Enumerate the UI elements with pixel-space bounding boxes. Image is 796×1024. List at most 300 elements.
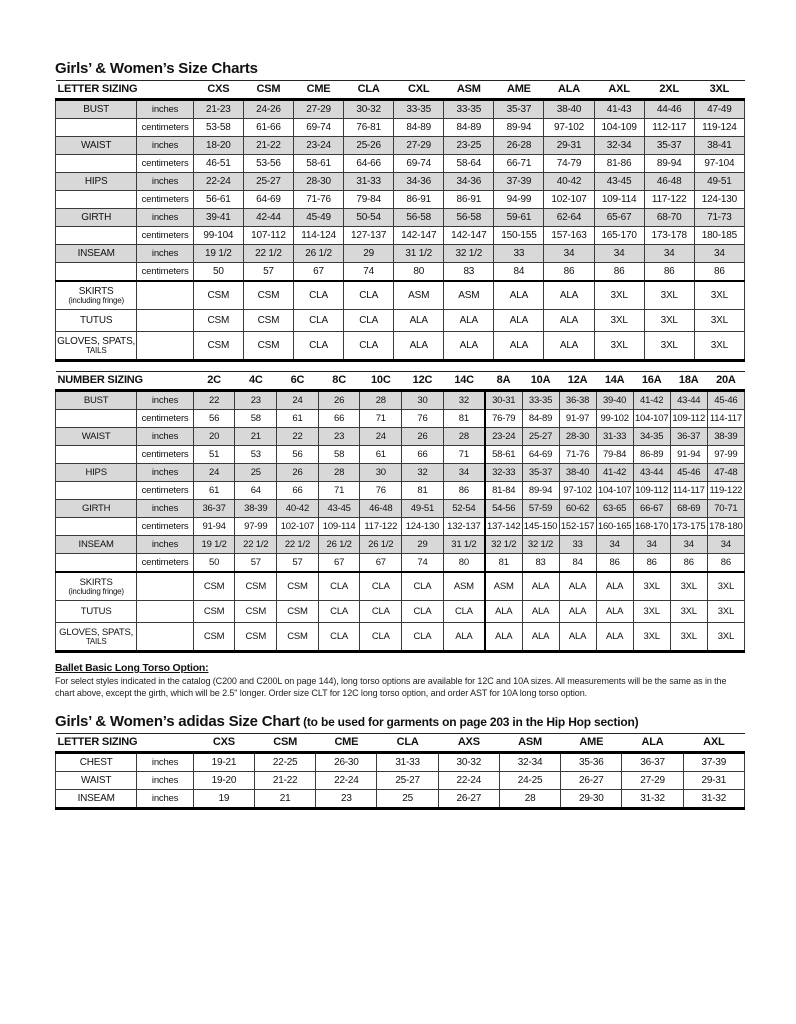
row-label-line2: (including fringe) (68, 296, 124, 305)
table-cell: 56 (277, 446, 319, 464)
table-cell: CLA (443, 601, 485, 623)
table-cell: 173-178 (644, 227, 694, 245)
table-cell: 59-61 (494, 209, 544, 227)
table-cell: 24-26 (243, 100, 293, 119)
ballet-long-torso-note (55, 662, 745, 699)
table-cell: 104-109 (594, 119, 644, 137)
table-cell: 79-84 (596, 446, 633, 464)
column-header: 3XL (694, 81, 744, 100)
table-cell: 102-107 (544, 191, 594, 209)
table-cell: 30-31 (485, 391, 522, 410)
table-cell: 34 (443, 464, 485, 482)
row-unit: centimeters (137, 554, 193, 573)
table-cell: 43-44 (633, 464, 670, 482)
table-cell: 43-45 (594, 173, 644, 191)
table-cell: 84-89 (444, 119, 494, 137)
table-cell: 26-27 (438, 790, 499, 809)
table-cell: CLA (402, 601, 444, 623)
table-cell: 67 (293, 263, 343, 282)
table-cell: 86 (633, 554, 670, 573)
row-unit: inches (137, 173, 193, 191)
table-header-row (56, 81, 745, 100)
table-cell: 23-24 (293, 137, 343, 155)
table-cell: 3XL (707, 572, 744, 601)
table-cell: CSM (277, 623, 319, 652)
table-cell: 25-26 (344, 137, 394, 155)
table-cell: ALA (559, 601, 596, 623)
table-cell: 41-43 (594, 100, 644, 119)
table-cell: 3XL (670, 623, 707, 652)
table-cell: 74 (344, 263, 394, 282)
table-cell: 19-20 (193, 772, 254, 790)
table-cell: 38-40 (559, 464, 596, 482)
column-header: AME (561, 734, 622, 753)
table-cell: 68-69 (670, 500, 707, 518)
table-cell: CLA (360, 601, 402, 623)
column-header: 2XL (644, 81, 694, 100)
table-cell: 32-34 (594, 137, 644, 155)
table-cell: 74-79 (544, 155, 594, 173)
table-cell: 97-99 (235, 518, 277, 536)
table-row (56, 518, 745, 536)
table-cell: 37-39 (683, 753, 744, 772)
table-cell: 104-107 (633, 410, 670, 428)
table-cell: 30-32 (344, 100, 394, 119)
table-cell: 53-56 (243, 155, 293, 173)
table-cell: 3XL (644, 281, 694, 310)
table-cell: 47-49 (694, 100, 744, 119)
column-header: ASM (499, 734, 560, 753)
row-label-line2: TAILS (85, 637, 107, 646)
column-header: AXS (438, 734, 499, 753)
table-cell: 22-24 (193, 173, 243, 191)
table-cell: 19 1/2 (193, 245, 243, 263)
ballet-note-text: For select styles indicated in the catalog (C200 and C200L on page 144), long torso options are available for 12C and 10A sizes. All measurements will be the same as in the chart above, except the girth, which will be 2.5" longer. Order size CLT for 12C long torso option, and order AST for 10A long torso option. (55, 676, 727, 698)
table-cell: 31 1/2 (443, 536, 485, 554)
table-cell: 34 (644, 245, 694, 263)
table-cell: 3XL (633, 623, 670, 652)
table-cell: ALA (444, 332, 494, 361)
table-cell: 61 (193, 482, 235, 500)
column-header: CSM (243, 81, 293, 100)
table-cell: 34 (694, 245, 744, 263)
table-row (56, 310, 745, 332)
table-cell: 30 (402, 391, 444, 410)
table-cell: 69-74 (394, 155, 444, 173)
table-cell: ALA (394, 310, 444, 332)
row-unit: inches (137, 209, 193, 227)
table-cell: 56 (193, 410, 235, 428)
table-cell: 89-94 (522, 482, 559, 500)
table-cell: 86 (443, 482, 485, 500)
table-cell: 104-107 (596, 482, 633, 500)
table-cell: CSM (193, 572, 235, 601)
table-cell: 34 (633, 536, 670, 554)
table-cell: 57 (235, 554, 277, 573)
row-label (56, 332, 137, 361)
table-cell: 32-33 (485, 464, 522, 482)
table-cell: 80 (394, 263, 444, 282)
table-cell: CLA (293, 310, 343, 332)
row-unit: inches (137, 100, 193, 119)
table-cell: 63-65 (596, 500, 633, 518)
table-cell: 3XL (670, 572, 707, 601)
table-cell: 25-27 (243, 173, 293, 191)
table-cell: ALA (494, 310, 544, 332)
table-cell: 50 (193, 554, 235, 573)
table-cell: 109-112 (670, 410, 707, 428)
table-cell: 71 (443, 446, 485, 464)
row-label (56, 410, 137, 428)
table-cell: ALA (394, 332, 444, 361)
table-cell: 30 (360, 464, 402, 482)
table-cell: 52-54 (443, 500, 485, 518)
table-cell: 36-37 (193, 500, 235, 518)
table-cell: 58-61 (485, 446, 522, 464)
table-cell: 3XL (694, 281, 744, 310)
table-cell: 61-66 (243, 119, 293, 137)
table-cell: 18-20 (193, 137, 243, 155)
row-label: WAIST (56, 137, 137, 155)
table-cell: 38-41 (694, 137, 744, 155)
column-header: CLA (344, 81, 394, 100)
row-unit: centimeters (137, 263, 193, 282)
row-label-line2: TAILS (85, 346, 107, 355)
table-cell: 58-61 (293, 155, 343, 173)
table-cell: 3XL (594, 332, 644, 361)
column-header: AXL (594, 81, 644, 100)
table-row (56, 137, 745, 155)
table-cell: 180-185 (694, 227, 744, 245)
table-cell: ALA (544, 310, 594, 332)
table-header-row (56, 734, 745, 753)
table-cell: 34-36 (444, 173, 494, 191)
table-cell: 53 (235, 446, 277, 464)
table-cell: 34 (707, 536, 744, 554)
row-label: TUTUS (56, 310, 137, 332)
table-cell: ALA (522, 601, 559, 623)
table-cell: 24 (277, 391, 319, 410)
table-cell: 56-58 (394, 209, 444, 227)
table-cell: 68-70 (644, 209, 694, 227)
table-cell: 40-42 (277, 500, 319, 518)
ballet-note-title: Ballet Basic Long Torso Option: (55, 662, 209, 674)
table-cell: 41-42 (633, 391, 670, 410)
adidas-chart-title (55, 713, 745, 730)
table-cell: 19 1/2 (193, 536, 235, 554)
table-cell: 35-37 (522, 464, 559, 482)
table-cell: 64-69 (522, 446, 559, 464)
table-cell: 47-48 (707, 464, 744, 482)
table-cell: 29 (402, 536, 444, 554)
row-unit: inches (137, 464, 193, 482)
table-cell: 34 (544, 245, 594, 263)
table-cell: 21 (255, 790, 316, 809)
row-label: GIRTH (56, 500, 137, 518)
table-cell: 22 1/2 (243, 245, 293, 263)
table-cell: ALA (485, 623, 522, 652)
table-cell: 34 (594, 245, 644, 263)
table-cell: 107-112 (243, 227, 293, 245)
table-cell: ALA (544, 281, 594, 310)
table-cell: 38-39 (235, 500, 277, 518)
table-cell: 31-33 (596, 428, 633, 446)
table-cell: 66 (277, 482, 319, 500)
table-cell: 66 (318, 410, 360, 428)
row-unit: inches (137, 137, 193, 155)
table-cell: 21 (235, 428, 277, 446)
column-header: CXL (394, 81, 444, 100)
table-cell: 36-37 (670, 428, 707, 446)
row-label-line2: (including fringe) (68, 587, 124, 596)
table-cell: 117-122 (644, 191, 694, 209)
table-cell: 114-124 (293, 227, 343, 245)
table-cell: 91-94 (193, 518, 235, 536)
table-cell: ALA (485, 601, 522, 623)
column-header: AME (494, 81, 544, 100)
table-cell: 35-37 (494, 100, 544, 119)
table-cell: 67 (360, 554, 402, 573)
table-cell: 3XL (694, 332, 744, 361)
column-header: 4C (235, 372, 277, 391)
table-cell: 3XL (707, 601, 744, 623)
table-cell: 32 (402, 464, 444, 482)
row-label-line1: GLOVES, SPATS, (57, 336, 136, 347)
table-row (56, 119, 745, 137)
table-cell: 46-51 (193, 155, 243, 173)
table-cell: 65-67 (594, 209, 644, 227)
table-cell: 26-27 (561, 772, 622, 790)
table-cell: 37-39 (494, 173, 544, 191)
table-cell: 23 (235, 391, 277, 410)
table-cell: 142-147 (394, 227, 444, 245)
table-cell: 23-25 (444, 137, 494, 155)
table-cell: 86-91 (444, 191, 494, 209)
table-cell: 54-56 (485, 500, 522, 518)
table-cell: 124-130 (402, 518, 444, 536)
column-header: AXL (683, 734, 744, 753)
table-cell: 22-24 (438, 772, 499, 790)
table-row (56, 601, 745, 623)
table-cell: CLA (318, 601, 360, 623)
table-cell: 19-21 (193, 753, 254, 772)
table-cell: 119-124 (694, 119, 744, 137)
column-header: 18A (670, 372, 707, 391)
table-cell: 29 (344, 245, 394, 263)
table-cell: 41-42 (596, 464, 633, 482)
table-cell: 32-34 (499, 753, 560, 772)
table-cell: 81 (485, 554, 522, 573)
table-cell: 57 (243, 263, 293, 282)
table-row (56, 790, 745, 809)
adidas-title-suffix: (to be used for garments on page 203 in the Hip Hop section) (299, 715, 639, 729)
table-cell: CSM (193, 332, 243, 361)
row-label (56, 263, 137, 282)
table-cell: 33 (559, 536, 596, 554)
table-cell: 39-41 (193, 209, 243, 227)
table-cell: 84-89 (394, 119, 444, 137)
row-label: GIRTH (56, 209, 137, 227)
table-cell: 26 (277, 464, 319, 482)
table-cell: 3XL (707, 623, 744, 652)
column-header: 16A (633, 372, 670, 391)
table-cell: CSM (243, 332, 293, 361)
table-cell: 49-51 (402, 500, 444, 518)
table-cell: CLA (293, 281, 343, 310)
table-cell: 81-86 (594, 155, 644, 173)
table-cell: CLA (402, 572, 444, 601)
table-cell: 69-74 (293, 119, 343, 137)
table-cell: CLA (293, 332, 343, 361)
table-cell: ALA (559, 623, 596, 652)
table-cell: ASM (394, 281, 444, 310)
table-cell: 45-46 (670, 464, 707, 482)
table-cell: 22 1/2 (235, 536, 277, 554)
column-header: 10C (360, 372, 402, 391)
table-row (56, 482, 745, 500)
table-cell: 35-37 (644, 137, 694, 155)
table-cell: ASM (444, 281, 494, 310)
table-cell: 97-99 (707, 446, 744, 464)
table-cell: 26 1/2 (318, 536, 360, 554)
table-cell: 91-94 (670, 446, 707, 464)
row-unit (137, 281, 193, 310)
table-cell: 160-165 (596, 518, 633, 536)
table-cell: CLA (360, 623, 402, 652)
table-cell: CSM (193, 601, 235, 623)
table-cell: 24 (360, 428, 402, 446)
row-label: INSEAM (56, 790, 137, 809)
number-sizing-table (55, 371, 745, 653)
row-label: CHEST (56, 753, 137, 772)
table-cell: CSM (193, 623, 235, 652)
table-cell: 32 1/2 (444, 245, 494, 263)
table-cell: 32 (443, 391, 485, 410)
table-cell: 165-170 (594, 227, 644, 245)
row-label (56, 482, 137, 500)
table-cell: CSM (277, 572, 319, 601)
table-cell: 30-32 (438, 753, 499, 772)
table-cell: 29-31 (683, 772, 744, 790)
row-label: HIPS (56, 173, 137, 191)
table-row (56, 536, 745, 554)
table-cell: 114-117 (670, 482, 707, 500)
table-cell: 61 (277, 410, 319, 428)
table-cell: 56-61 (193, 191, 243, 209)
table-header-label: NUMBER SIZING (56, 372, 194, 391)
table-cell: ALA (596, 623, 633, 652)
table-cell: 3XL (594, 281, 644, 310)
table-cell: 20 (193, 428, 235, 446)
table-cell: 25 (235, 464, 277, 482)
table-cell: 86 (670, 554, 707, 573)
table-cell: 32 1/2 (522, 536, 559, 554)
table-cell: 86 (694, 263, 744, 282)
table-cell: 86 (594, 263, 644, 282)
column-header: ALA (622, 734, 683, 753)
table-cell: ALA (494, 281, 544, 310)
table-cell: 84 (559, 554, 596, 573)
table-cell: 25 (377, 790, 438, 809)
table-cell: 83 (522, 554, 559, 573)
row-label (56, 518, 137, 536)
row-label: TUTUS (56, 601, 137, 623)
table-cell: 38-39 (707, 428, 744, 446)
table-row (56, 155, 745, 173)
table-cell: ALA (522, 623, 559, 652)
table-cell: 173-175 (670, 518, 707, 536)
table-cell: 19 (193, 790, 254, 809)
table-cell: 31-33 (344, 173, 394, 191)
table-cell: 22 1/2 (277, 536, 319, 554)
table-cell: 97-102 (559, 482, 596, 500)
table-cell: 28 (499, 790, 560, 809)
table-cell: 3XL (633, 572, 670, 601)
table-cell: 109-112 (633, 482, 670, 500)
table-cell: ASM (485, 572, 522, 601)
table-cell: 79-84 (344, 191, 394, 209)
table-cell: 86 (596, 554, 633, 573)
table-row (56, 173, 745, 191)
table-cell: CSM (235, 601, 277, 623)
table-cell: 34-36 (394, 173, 444, 191)
table-cell: 76 (360, 482, 402, 500)
table-cell: 81-84 (485, 482, 522, 500)
row-unit: centimeters (137, 191, 193, 209)
table-cell: 117-122 (360, 518, 402, 536)
row-unit: centimeters (137, 482, 193, 500)
column-header: 8C (318, 372, 360, 391)
table-cell: 50 (193, 263, 243, 282)
table-cell: 26-28 (494, 137, 544, 155)
table-cell: 45-49 (293, 209, 343, 227)
row-unit: inches (137, 536, 193, 554)
table-cell: 145-150 (522, 518, 559, 536)
table-cell: 50-54 (344, 209, 394, 227)
column-header: CSM (255, 734, 316, 753)
table-cell: 26 (318, 391, 360, 410)
row-unit: inches (137, 790, 193, 809)
table-cell: CLA (318, 623, 360, 652)
table-cell: 66-67 (633, 500, 670, 518)
row-unit: centimeters (137, 227, 193, 245)
table-cell: 76-79 (485, 410, 522, 428)
table-cell: 67 (318, 554, 360, 573)
table-cell: CLA (402, 623, 444, 652)
column-header: CXS (193, 81, 243, 100)
row-unit (137, 332, 193, 361)
column-header: 8A (485, 372, 522, 391)
table-cell: 22 (193, 391, 235, 410)
table-row (56, 428, 745, 446)
table-header-row (56, 372, 745, 391)
table-cell: 157-163 (544, 227, 594, 245)
row-unit (137, 310, 193, 332)
row-label: INSEAM (56, 245, 137, 263)
table-cell: 71 (318, 482, 360, 500)
table-cell: 27-29 (293, 100, 343, 119)
table-cell: 29-31 (544, 137, 594, 155)
table-cell: ALA (522, 572, 559, 601)
table-cell: CLA (344, 281, 394, 310)
table-cell: 27-29 (622, 772, 683, 790)
table-row (56, 100, 745, 119)
column-header: 20A (707, 372, 744, 391)
letter-sizing-table (55, 80, 745, 362)
table-cell: 43-45 (318, 500, 360, 518)
table-cell: 36-37 (622, 753, 683, 772)
column-header: ASM (444, 81, 494, 100)
